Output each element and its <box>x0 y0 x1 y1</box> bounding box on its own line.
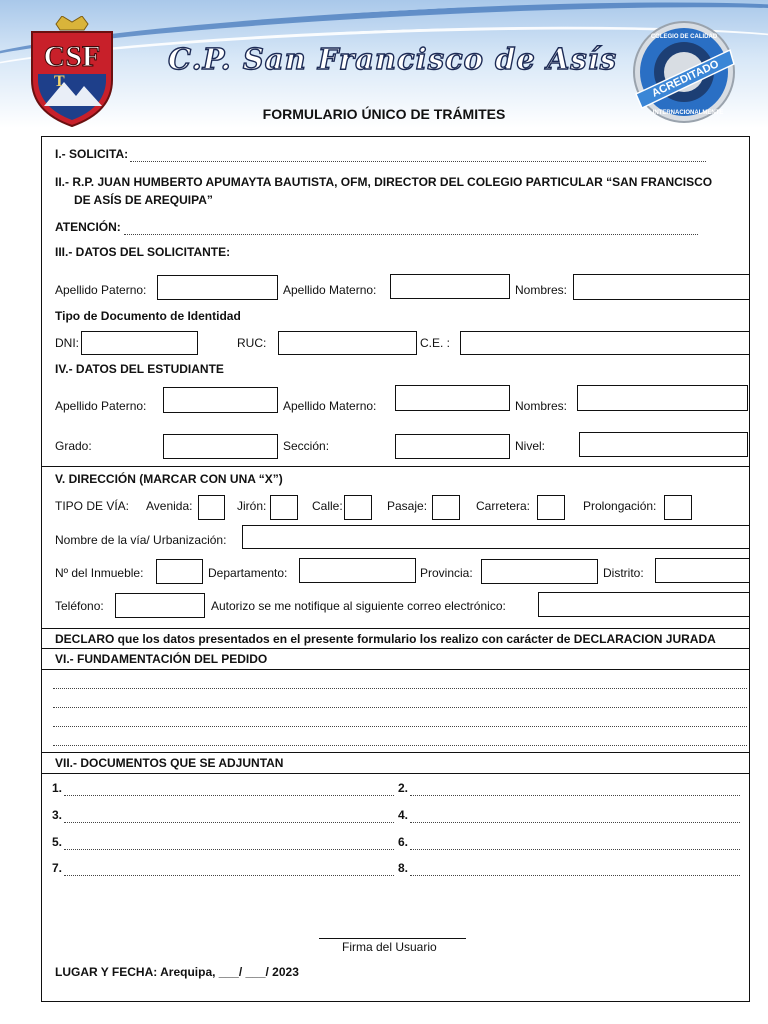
nombre-via-label: Nombre de la vía/ Urbanización: <box>55 533 227 547</box>
solicitante-nombres-input[interactable] <box>573 274 750 300</box>
signature-label: Firma del Usuario <box>342 940 437 954</box>
doc-number: 6. <box>398 835 409 849</box>
declaration-text: DECLARO que los datos presentados en el presente formulario los realizo con carácter de DECLARACION JURADA <box>55 632 716 646</box>
estudiante-nombres-input[interactable] <box>577 385 748 411</box>
logo-text: CSF <box>43 40 101 73</box>
inmueble-input[interactable] <box>156 559 203 584</box>
avenida-label: Avenida: <box>146 499 193 513</box>
estudiante-apellido-materno-label: Apellido Materno: <box>283 399 377 413</box>
doc-number: 3. <box>52 808 63 822</box>
solicitante-apellido-materno-label: Apellido Materno: <box>283 283 377 297</box>
form-title: FORMULARIO ÚNICO DE TRÁMITES <box>262 106 506 122</box>
pasaje-label: Pasaje: <box>387 499 428 513</box>
carretera-checkbox[interactable] <box>537 495 565 520</box>
college-name: C.P. San Francisco de Asís <box>168 42 618 76</box>
calle-checkbox[interactable] <box>344 495 372 520</box>
fundamentacion-line[interactable] <box>53 707 747 708</box>
tipo-documento-label: Tipo de Documento de Identidad <box>55 309 241 323</box>
ruc-label: RUC: <box>237 336 267 350</box>
pasaje-checkbox[interactable] <box>432 495 460 520</box>
provincia-label: Provincia: <box>420 566 473 580</box>
doc-line[interactable] <box>410 875 740 876</box>
lugar-fecha-label: LUGAR Y FECHA: Arequipa, ___/ ___/ 2023 <box>55 965 299 979</box>
section-fundamentacion-label: VI.- FUNDAMENTACIÓN DEL PEDIDO <box>55 652 268 666</box>
section-direccion-label: V. DIRECCIÓN (MARCAR CON UNA “X”) <box>55 472 283 486</box>
atencion-label: ATENCIÓN: <box>55 220 121 234</box>
ce-label: C.E. : <box>420 336 451 350</box>
doc-number: 2. <box>398 781 409 795</box>
prolongacion-label: Prolongación: <box>583 499 657 513</box>
badge-accredited-text: ACREDITADO <box>650 58 721 100</box>
fundamentacion-line[interactable] <box>53 745 747 746</box>
doc-line[interactable] <box>64 875 394 876</box>
doc-line[interactable] <box>64 795 394 796</box>
dni-label: DNI: <box>55 336 79 350</box>
ce-input[interactable] <box>460 331 750 355</box>
badge-bottom-text: INTERNACIONALMENTE <box>652 110 724 116</box>
divider <box>41 466 750 467</box>
section-solicita-label: I.- SOLICITA: <box>55 147 129 161</box>
solicitante-apellido-materno-input[interactable] <box>390 274 510 299</box>
tipo-via-label: TIPO DE VÍA: <box>55 499 130 513</box>
prolongacion-checkbox[interactable] <box>664 495 692 520</box>
doc-number: 8. <box>398 861 409 875</box>
nivel-input[interactable] <box>579 432 748 457</box>
nivel-label: Nivel: <box>515 439 546 453</box>
seccion-input[interactable] <box>395 434 510 459</box>
seccion-label: Sección: <box>283 439 330 453</box>
nombre-via-input[interactable] <box>242 525 750 549</box>
avenida-checkbox[interactable] <box>198 495 225 520</box>
svg-text:T: T <box>54 73 65 90</box>
doc-line[interactable] <box>410 795 740 796</box>
solicita-field[interactable] <box>130 161 706 162</box>
distrito-label: Distrito: <box>603 566 644 580</box>
grado-input[interactable] <box>163 434 278 459</box>
solicitante-nombres-label: Nombres: <box>515 283 568 297</box>
carretera-label: Carretera: <box>476 499 531 513</box>
jiron-label: Jirón: <box>237 499 267 513</box>
doc-line[interactable] <box>410 822 740 823</box>
departamento-input[interactable] <box>299 558 416 583</box>
estudiante-apellido-paterno-input[interactable] <box>163 387 278 413</box>
telefono-input[interactable] <box>115 593 205 618</box>
atencion-field[interactable] <box>124 234 698 235</box>
section-documentos-label: VII.- DOCUMENTOS QUE SE ADJUNTAN <box>55 756 284 770</box>
fundamentacion-line[interactable] <box>53 688 747 689</box>
correo-input[interactable] <box>538 592 750 617</box>
solicitante-apellido-paterno-label: Apellido Paterno: <box>55 283 147 297</box>
provincia-input[interactable] <box>481 559 598 584</box>
signature-line[interactable] <box>319 938 466 939</box>
estudiante-apellido-paterno-label: Apellido Paterno: <box>55 399 147 413</box>
doc-line[interactable] <box>64 822 394 823</box>
dni-input[interactable] <box>81 331 198 355</box>
correo-label: Autorizo se me notifique al siguiente correo electrónico: <box>211 599 506 613</box>
doc-number: 1. <box>52 781 63 795</box>
grado-label: Grado: <box>55 439 92 453</box>
doc-number: 5. <box>52 835 63 849</box>
doc-line[interactable] <box>410 849 740 850</box>
telefono-label: Teléfono: <box>55 599 104 613</box>
estudiante-apellido-materno-input[interactable] <box>395 385 510 411</box>
section-solicitante-label: III.- DATOS DEL SOLICITANTE: <box>55 245 231 259</box>
doc-number: 4. <box>398 808 409 822</box>
inmueble-label: Nº del Inmueble: <box>55 566 144 580</box>
departamento-label: Departamento: <box>208 566 288 580</box>
section-director-line2: DE ASÍS DE AREQUIPA” <box>74 193 213 207</box>
badge-top-text: COLEGIO DE CALIDAD <box>650 34 718 40</box>
ruc-input[interactable] <box>278 331 417 355</box>
doc-line[interactable] <box>64 849 394 850</box>
calle-label: Calle: <box>312 499 343 513</box>
fundamentacion-line[interactable] <box>53 726 747 727</box>
section-director-line1: II.- R.P. JUAN HUMBERTO APUMAYTA BAUTISTA, OFM, DIRECTOR DEL COLEGIO PARTICULAR “SAN FRANCISCO <box>55 175 713 189</box>
doc-number: 7. <box>52 861 63 875</box>
jiron-checkbox[interactable] <box>270 495 298 520</box>
estudiante-nombres-label: Nombres: <box>515 399 568 413</box>
section-estudiante-label: IV.- DATOS DEL ESTUDIANTE <box>55 362 224 376</box>
distrito-input[interactable] <box>655 558 750 583</box>
solicitante-apellido-paterno-input[interactable] <box>157 275 278 300</box>
